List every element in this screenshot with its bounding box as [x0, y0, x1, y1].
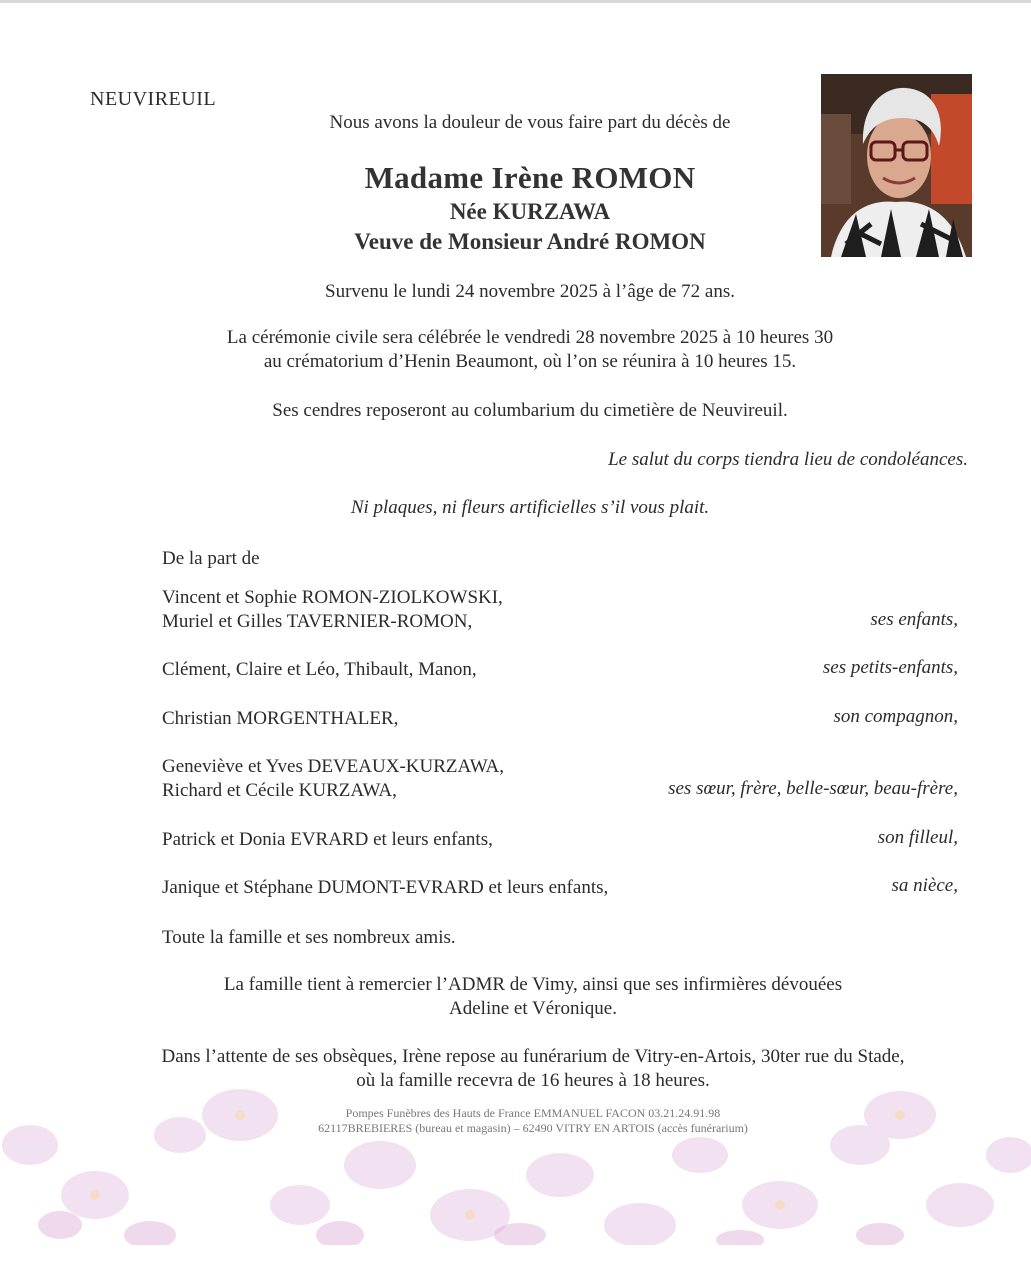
family-relation: ses petits-enfants, — [822, 657, 958, 678]
all-family-line: Toute la famille et ses nombreux amis. — [162, 927, 456, 948]
ashes-text: Ses cendres reposeront au columbarium du cimetière de Neuvireuil. — [272, 400, 788, 421]
family-relation: ses sœur, frère, belle-sœur, beau-frère, — [668, 778, 958, 799]
condolences-note: Le salut du corps tiendra lieu de condoléances. — [608, 449, 968, 470]
from-label: De la part de — [162, 548, 260, 569]
deceased-name: Madame Irène ROMON — [364, 160, 696, 195]
ceremony-line-1: La cérémonie civile sera célébrée le vendredi 28 novembre 2025 à 10 heures 30 — [226, 327, 834, 348]
family-relation: son compagnon, — [833, 706, 958, 727]
no-flowers-note: Ni plaques, ni fleurs artificielles s’il vous plait. — [350, 497, 710, 518]
rest-place-line-1: Dans l’attente de ses obsèques, Irène repose au funérarium de Vitry-en-Artois, 30ter rue du Stade, — [161, 1046, 905, 1067]
top-divider — [0, 0, 1031, 3]
family-relation: ses enfants, — [870, 609, 958, 630]
ceremony-line-2: au crématorium d’Henin Beaumont, où l’on se réunira à 10 heures 15. — [263, 351, 797, 372]
family-line: Muriel et Gilles TAVERNIER-ROMON, — [162, 611, 473, 632]
family-line: Christian MORGENTHALER, — [162, 708, 399, 729]
family-line: Clément, Claire et Léo, Thibault, Manon, — [162, 659, 477, 680]
funeral-home-line-1: Pompes Funèbres des Hauts de France EMMANUEL FACON 03.21.24.91.98 — [345, 1106, 721, 1120]
date-of-death: Survenu le lundi 24 novembre 2025 à l’âge de 72 ans. — [325, 281, 735, 302]
rest-place-line-2: où la famille recevra de 16 heures à 18 heures. — [356, 1070, 710, 1091]
family-line: Richard et Cécile KURZAWA, — [162, 780, 397, 801]
family-line: Geneviève et Yves DEVEAUX-KURZAWA, — [162, 756, 504, 777]
family-relation: son filleul, — [877, 827, 958, 848]
thanks-line-1: La famille tient à remercier l’ADMR de Vimy, ainsi que ses infirmières dévouées — [223, 974, 843, 995]
family-line: Janique et Stéphane DUMONT-EVRARD et leurs enfants, — [162, 877, 609, 898]
thanks-line-2: Adeline et Véronique. — [449, 998, 617, 1019]
funeral-home-line-2: 62117BREBIERES (bureau et magasin) – 62490 VITRY EN ARTOIS (accès funérarium) — [318, 1121, 748, 1135]
place-name: NEUVIREUIL — [90, 88, 217, 110]
family-line: Patrick et Donia EVRARD et leurs enfants, — [162, 829, 493, 850]
intro-text: Nous avons la douleur de vous faire part du décès de — [329, 112, 731, 133]
maiden-name: Née KURZAWA — [449, 199, 611, 224]
family-relation: sa nièce, — [891, 875, 958, 896]
portrait-photo — [821, 74, 972, 257]
widow-of: Veuve de Monsieur André ROMON — [354, 229, 706, 254]
family-line: Vincent et Sophie ROMON-ZIOLKOWSKI, — [162, 587, 503, 608]
